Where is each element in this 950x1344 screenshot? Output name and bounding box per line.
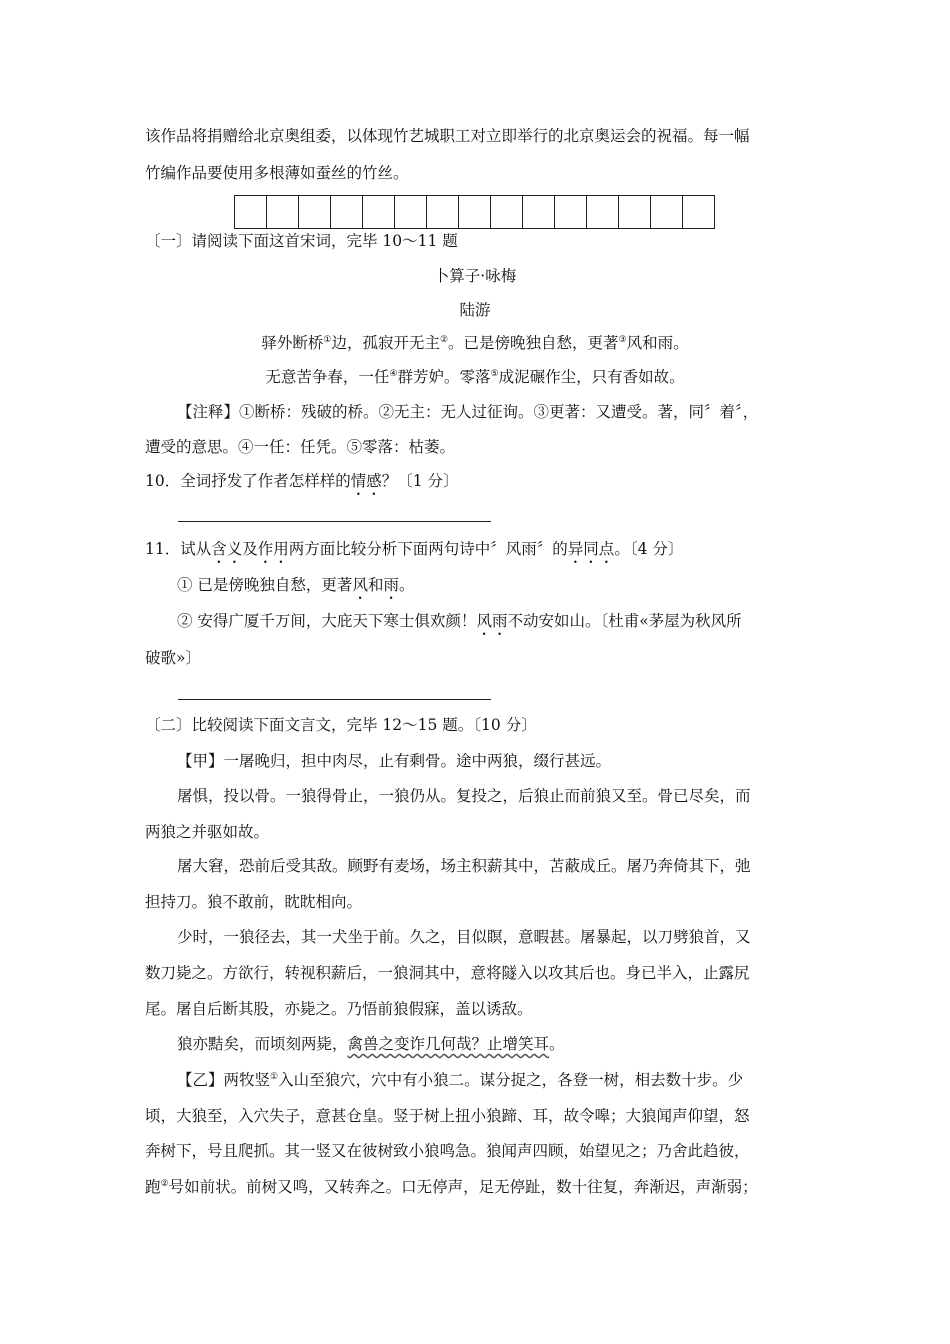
verse-text: 群芳妒。零落 xyxy=(397,368,491,386)
answer-cell[interactable] xyxy=(395,196,427,228)
answer-line-q10[interactable] xyxy=(178,521,491,522)
answer-cell[interactable] xyxy=(363,196,395,228)
emphasized-text: 雨 xyxy=(383,576,399,594)
passage-a-para-5 xyxy=(177,1033,565,1055)
section2-heading: 〔二〕比较阅读下面文言文，完毕 12～15 题。〔10 分〕 xyxy=(145,716,537,734)
verse-text: 无意苦争春，一任 xyxy=(265,368,390,386)
verse-text: 。已是傍晚独自愁，更著 xyxy=(448,334,619,352)
verse-text: 成泥碾作尘，只有香如故。 xyxy=(498,368,685,386)
option-text: ② 安得广厦千万间，大庇天下寒士俱欢颜！ xyxy=(177,612,477,630)
answer-cell[interactable] xyxy=(619,196,651,228)
answer-grid[interactable] xyxy=(234,195,715,229)
answer-line-q11[interactable] xyxy=(178,699,491,700)
option-text: ① 已是傍晚独自愁，更著 xyxy=(177,576,353,594)
emphasized-text: 含义 xyxy=(211,540,243,558)
passage-text: 号如前状。前树又鸣，又转奔之。口无停声，足无停趾，数十往复，奔渐迟，声渐弱； xyxy=(168,1178,758,1196)
footnote-marker: ① xyxy=(270,1072,279,1082)
emphasized-text: 情感 xyxy=(350,472,382,490)
poem-title: 卜算子·咏梅 xyxy=(433,267,517,285)
footnote-marker: ④ xyxy=(389,369,398,379)
passage-b-para-1-cont xyxy=(145,1176,758,1198)
question-text: 11．试从 xyxy=(145,540,212,558)
answer-cell[interactable] xyxy=(235,196,267,228)
question-11-option-2 xyxy=(177,610,742,639)
answer-cell[interactable] xyxy=(523,196,555,228)
passage-b-para-1-cont: 奔树下，号且爬抓。其一竖又在彼树致小狼鸣急。狼闻声四顾，始望见之；乃舍此趋彼， xyxy=(145,1142,750,1160)
answer-cell[interactable] xyxy=(427,196,459,228)
emphasized-text: 风雨 xyxy=(476,612,508,630)
question-text: 及 xyxy=(242,540,258,558)
passage-a-para-3: 屠大窘，恐前后受其敌。顾野有麦场，场主积薪其中，苫蔽成丘。屠乃奔倚其下，弛 xyxy=(177,857,751,875)
answer-cell[interactable] xyxy=(555,196,587,228)
emphasized-text: 异同点 xyxy=(567,540,615,558)
question-11 xyxy=(145,538,683,567)
answer-cell[interactable] xyxy=(651,196,683,228)
answer-cell[interactable] xyxy=(491,196,523,228)
option-text: 。 xyxy=(398,576,415,594)
question-11-option-1 xyxy=(177,574,415,603)
passage-a-para-1: 【甲】一屠晚归，担中肉尽，止有剩骨。途中两狼，缀行甚远。 xyxy=(177,752,612,770)
section1-heading: 〔一〕请阅读下面这首宋词，完毕 10～11 题 xyxy=(145,232,458,250)
intro-line-2: 竹编作品要使用多根薄如蚕丝的竹丝。 xyxy=(145,164,409,182)
verse-text: 边，孤寂开无主 xyxy=(331,334,440,352)
passage-text: 狼亦黠矣，而顷刻两毙， xyxy=(177,1035,348,1053)
question-text: 。〔4 分〕 xyxy=(614,540,684,558)
answer-cell[interactable] xyxy=(587,196,619,228)
answer-cell[interactable] xyxy=(331,196,363,228)
passage-text: 跑 xyxy=(145,1178,161,1196)
passage-a-para-4-cont: 尾。屠自后断其股，亦毙之。乃悟前狼假寐，盖以诱敌。 xyxy=(145,1000,533,1018)
passage-b-para-1-cont: 顷，大狼至，入穴失子，意甚仓皇。竖于树上扭小狼蹄、耳，故令嗥；大狼闻声仰望，怒 xyxy=(145,1107,750,1125)
passage-text: 【乙】两牧竖 xyxy=(177,1071,271,1089)
passage-a-para-2: 屠惧，投以骨。一狼得骨止，一狼仍从。复投之，后狼止而前狼又至。骨已尽矣，而 xyxy=(177,787,751,805)
question-text: ？〔1 分〕 xyxy=(381,472,459,490)
poem-verse-1 xyxy=(0,332,950,354)
poem-verse-2 xyxy=(0,366,950,388)
passage-a-para-2-cont: 两狼之并驱如故。 xyxy=(145,823,270,841)
footnote-marker: ② xyxy=(439,335,449,345)
option-text: 不动安如山。〔杜甫«茅屋为秋风所 xyxy=(507,612,742,630)
question-10 xyxy=(145,470,459,499)
poem-notes-line-1: 【注释】①断桥：残破的桥。②无主：无人过征询。③更著：又遭受。著，同〞着〞， xyxy=(177,403,759,421)
poem-author: 陆游 xyxy=(459,301,491,319)
answer-cell[interactable] xyxy=(459,196,491,228)
footnote-marker: ⑤ xyxy=(490,369,499,379)
question-text: 两方面比较分析下面两句诗中〞风雨〞的 xyxy=(288,540,568,558)
passage-a-para-3-cont: 担持刀。狼不敢前，眈眈相向。 xyxy=(145,893,363,911)
answer-cell[interactable] xyxy=(267,196,299,228)
passage-a-para-4-cont: 数刀毙之。方欲行，转视积薪后，一狼洞其中，意将隧入以攻其后也。身已半入，止露尻 xyxy=(145,964,750,982)
poem-notes-line-2: 遭受的意思。④一任：任凭。⑤零落：枯萎。 xyxy=(145,438,456,456)
verse-text: 风和雨。 xyxy=(626,334,689,352)
passage-text: 入山至狼穴，穴中有小狼二。谋分捉之，各登一树，相去数十步。少 xyxy=(278,1071,744,1089)
footnote-marker: ② xyxy=(160,1179,169,1189)
emphasized-text: 风 xyxy=(352,576,368,594)
question-text: 10．全词抒发了作者怎样样的 xyxy=(145,472,351,490)
footnote-marker: ① xyxy=(323,335,332,345)
answer-cell[interactable] xyxy=(299,196,331,228)
footnote-marker: ③ xyxy=(618,335,627,345)
answer-cell[interactable] xyxy=(683,196,715,228)
emphasized-text: 作用 xyxy=(257,540,289,558)
question-11-option-2-cont: 破歌»〕 xyxy=(145,649,201,667)
verse-text: 驿外断桥 xyxy=(261,334,324,352)
wavy-underlined-text: 禽兽之变诈几何哉？止增笑耳 xyxy=(347,1035,550,1053)
passage-text: 。 xyxy=(549,1035,565,1053)
passage-a-para-4: 少时，一狼径去，其一犬坐于前。久之，目似瞑，意暇甚。屠暴起，以刀劈狼首，又 xyxy=(177,928,751,946)
intro-line-1: 该作品将捐赠给北京奥组委，以体现竹艺城职工对立即举行的北京奥运会的祝福。每一幅 xyxy=(145,127,750,145)
passage-b-para-1 xyxy=(177,1069,743,1091)
option-text: 和 xyxy=(367,576,384,594)
